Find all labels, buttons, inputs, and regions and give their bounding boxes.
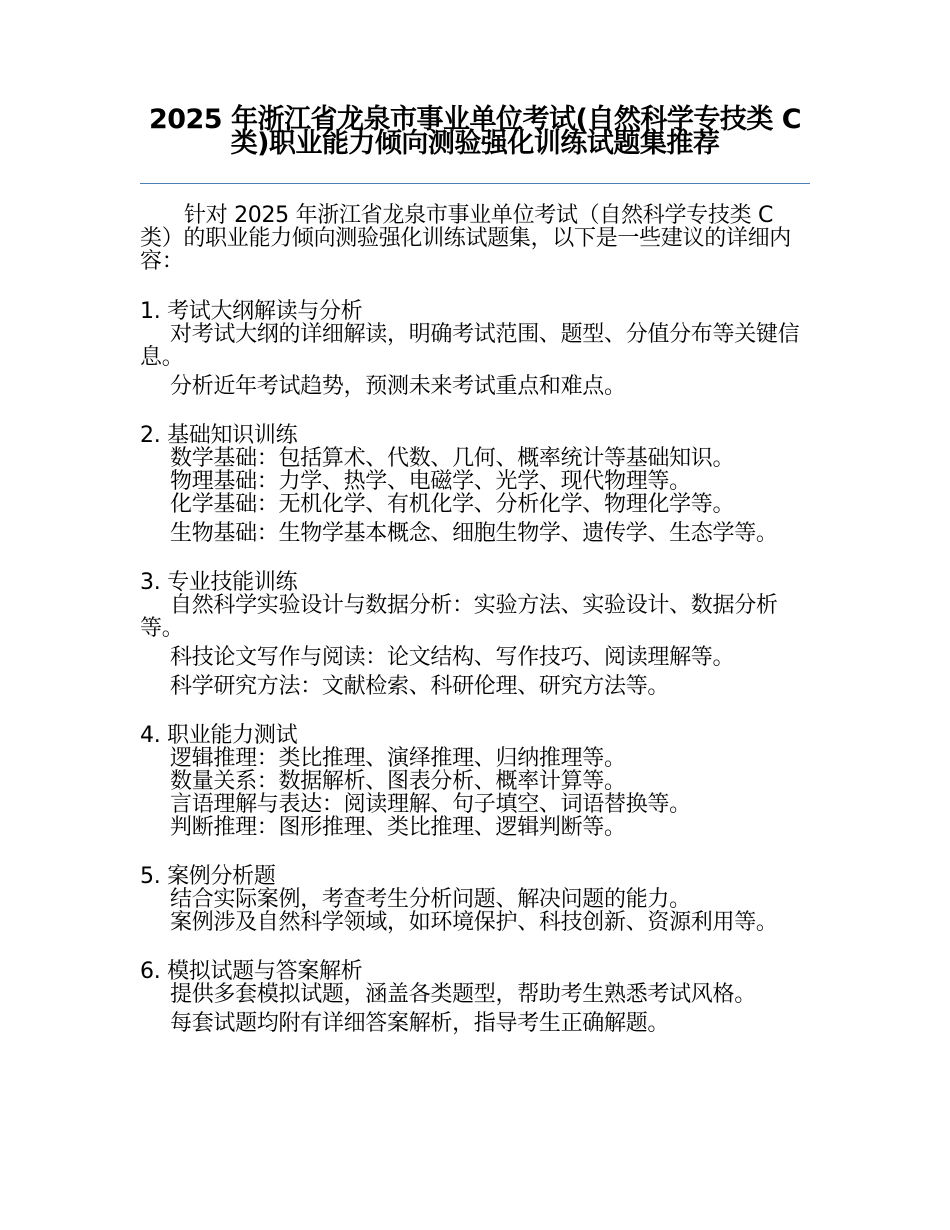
list-item: 科学研究方法：文献检索、科研伦理、研究方法等。 xyxy=(170,674,670,699)
section-exam-outline xyxy=(140,300,800,398)
list-item: 言语理解与表达：阅读理解、句子填空、词语替换等。 xyxy=(170,792,691,817)
list-item: 提供多套模拟试题，涵盖各类题型，帮助考生熟悉考试风格。 xyxy=(170,982,756,1007)
list-item: 对考试大纲的详细解读，明确考试范围、题型、分值分布等关键信息。 xyxy=(140,322,800,370)
list-item: 分析近年考试趋势，预测未来考试重点和难点。 xyxy=(170,374,626,399)
list-item: 化学基础：无机化学、有机化学、分析化学、物理化学等。 xyxy=(170,492,735,517)
list-item: 自然科学实验设计与数据分析：实验方法、实验设计、数据分析等。 xyxy=(140,593,778,641)
section-title: 4. 职业能力测试 xyxy=(140,723,298,748)
list-item: 物理基础：力学、热学、电磁学、光学、现代物理等。 xyxy=(170,469,691,494)
section-title: 1. 考试大纲解读与分析 xyxy=(140,299,363,324)
section-title: 3. 专业技能训练 xyxy=(140,570,298,595)
section-case-analysis xyxy=(140,865,800,934)
list-item: 数量关系：数据解析、图表分析、概率计算等。 xyxy=(170,769,626,794)
list-item: 生物基础：生物学基本概念、细胞生物学、遗传学、生态学等。 xyxy=(170,521,778,546)
list-item: 逻辑推理：类比推理、演绎推理、归纳推理等。 xyxy=(170,746,626,771)
section-title: 5. 案例分析题 xyxy=(140,864,276,889)
list-item: 结合实际案例，考查考生分析问题、解决问题的能力。 xyxy=(170,887,691,912)
intro-paragraph: 针对 2025 年浙江省龙泉市事业单位考试（自然科学专技类 C 类）的职业能力倾向测验强化训练试题集，以下是一些建议的详细内容： xyxy=(140,203,792,274)
list-item: 判断推理：图形推理、类比推理、逻辑判断等。 xyxy=(170,815,626,840)
document-body xyxy=(140,204,800,1061)
list-item: 案例涉及自然科学领域，如环境保护、科技创新、资源利用等。 xyxy=(170,910,778,935)
title-divider xyxy=(140,183,810,184)
section-title: 6. 模拟试题与答案解析 xyxy=(140,959,363,984)
section-title: 2. 基础知识训练 xyxy=(140,423,298,448)
list-item: 科技论文写作与阅读：论文结构、写作技巧、阅读理解等。 xyxy=(170,645,735,670)
section-professional-skills xyxy=(140,571,800,698)
list-item: 每套试题均附有详细答案解析，指导考生正确解题。 xyxy=(170,1011,670,1036)
section-basic-knowledge xyxy=(140,424,800,545)
list-item: 数学基础：包括算术、代数、几何、概率统计等基础知识。 xyxy=(170,446,735,471)
section-mock-exams xyxy=(140,960,800,1035)
section-aptitude-test xyxy=(140,724,800,839)
document-title: 2025 年浙江省龙泉市事业单位考试(自然科学专技类 C 类)职业能力倾向测验强化训练试题集推荐 xyxy=(148,104,802,159)
